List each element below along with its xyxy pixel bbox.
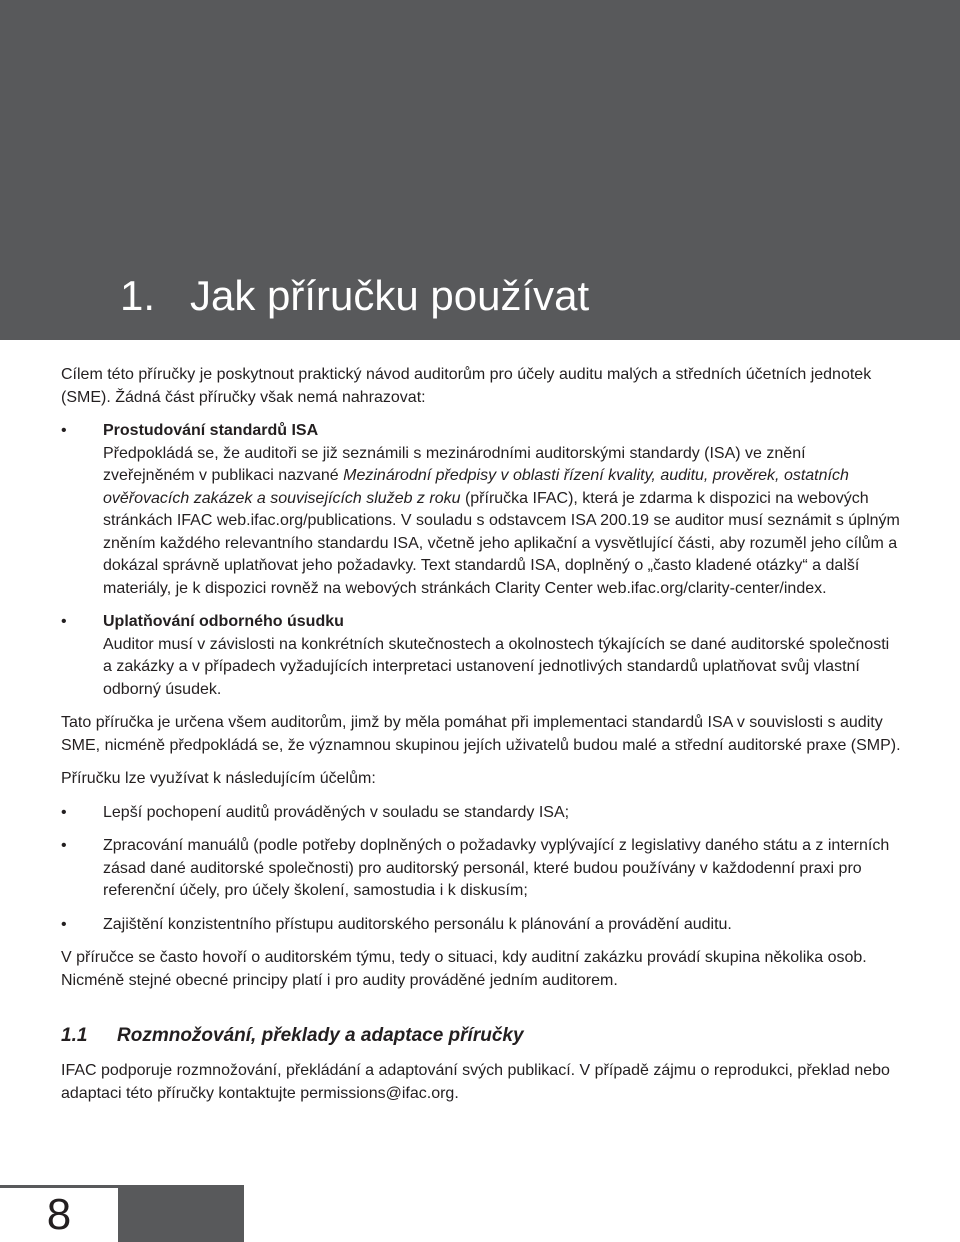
bullet-icon: • [61,837,67,854]
list-item-body: Auditor musí v závislosti na konkrétních skutečnostech a okolnostech týkajících se dané auditorské společnosti a zakázky a v případech vyžadujících interpretaci ustanovení jednotlivých standardů uplatňovat svůj vlastní odborný úsudek. [103,635,890,698]
bullet-icon: • [61,803,67,821]
bullet-icon: • [61,915,67,933]
list-item-text: Zpracování manuálů (podle potřeby doplněných o požadavky vyplývající z legislativy daného státu a z interních zásad dané auditorské společnosti) pro auditorský personál, které budou používány v každodenní praxi pro referenční účely, pro účely školení, samostudia i k diskusím; [103,837,890,899]
list-item-text: Zajištění konzistentního přístupu auditorského personálu k plánování a provádění auditu. [103,915,732,933]
section-heading [61,1024,901,1048]
list-item-body [103,443,901,601]
header-band [0,0,960,340]
intro-paragraph: Cílem této příručky je poskytnout praktický návod auditorům pro účely auditu malých a středních účetních jednotek (SME). Žádná část příručky však nemá nahrazovat: [61,366,872,406]
section-body: IFAC podporuje rozmnožování, překládání a adaptování svých publikací. V případě zájmu o reprodukci, překlad nebo adaptaci této příručky kontaktujte permissions@ifac.org. [61,1062,890,1102]
list-item [61,802,901,825]
list-item [61,420,901,600]
audience-paragraph: Tato příručka je určena všem auditorům, jimž by měla pomáhat při implementaci standardů ISA v souvislosti s audity SME, nicméně předpokládá se, že významnou skupinou jejích uživatelů budou malé a střední auditorské praxe (SMP). [61,714,901,754]
bullet-icon: • [61,613,67,630]
list-item [61,835,901,903]
list-item-title: Uplatňování odborného úsudku [103,613,344,630]
chapter-number: 1. [120,272,156,319]
main-bullet-list [61,420,901,701]
list-item [61,914,901,937]
chapter-title [120,268,589,324]
bullet-icon: • [61,422,67,439]
list-item-title: Prostudování standardů ISA [103,422,319,439]
body-text: Předpokládá se, že auditoři se již seznámili s mezinárodními auditorskými standardy (ISA) ve znění zveřejněném v publikaci nazvané [103,444,806,484]
section-number: 1.1 [61,1025,88,1046]
publication-title: Mezinárodní předpisy v oblasti řízení kvality, auditu, prověrek, ostatních ověřovacích zakázek a souvisejících služeb z roku [103,467,849,507]
body-text: (příručka IFAC), která je zdarma k dispozici na webových stránkách IFAC web.ifac.org/publications. V souladu s odstavcem ISA 200.19 se auditor musí seznámit s úplným zněním každého relevantního standardu ISA, včetně jeho aplikační a vysvětlující části, aby rozuměl jeho cílům a dokázal správně uplatňovat jeho požadavky. Text standardů ISA, doplněný o „často kladené otázky“ a další materiály, je k dispozici rovněž na webových stránkách Clarity Center web.ifac.org/clarity-center/index. [103,489,900,597]
page-number: 8 [0,1188,118,1242]
list-item [61,611,901,701]
list-item-text: Lepší pochopení auditů prováděných v souladu se standardy ISA; [103,803,570,821]
purposes-list [61,802,901,937]
section-title: Rozmnožování, překlady a adaptace příručky [117,1025,524,1046]
purposes-intro: Příručku lze využívat k následujícím účelům: [61,770,376,787]
team-paragraph: V příručce se často hovoří o auditorském týmu, tedy o situaci, kdy auditní zakázku provádí skupina několika osob. Nicméně stejné obecné principy platí i pro audity prováděné jedním auditorem. [61,949,867,989]
chapter-title-text: Jak příručku používat [190,272,590,319]
main-content [61,364,901,1116]
